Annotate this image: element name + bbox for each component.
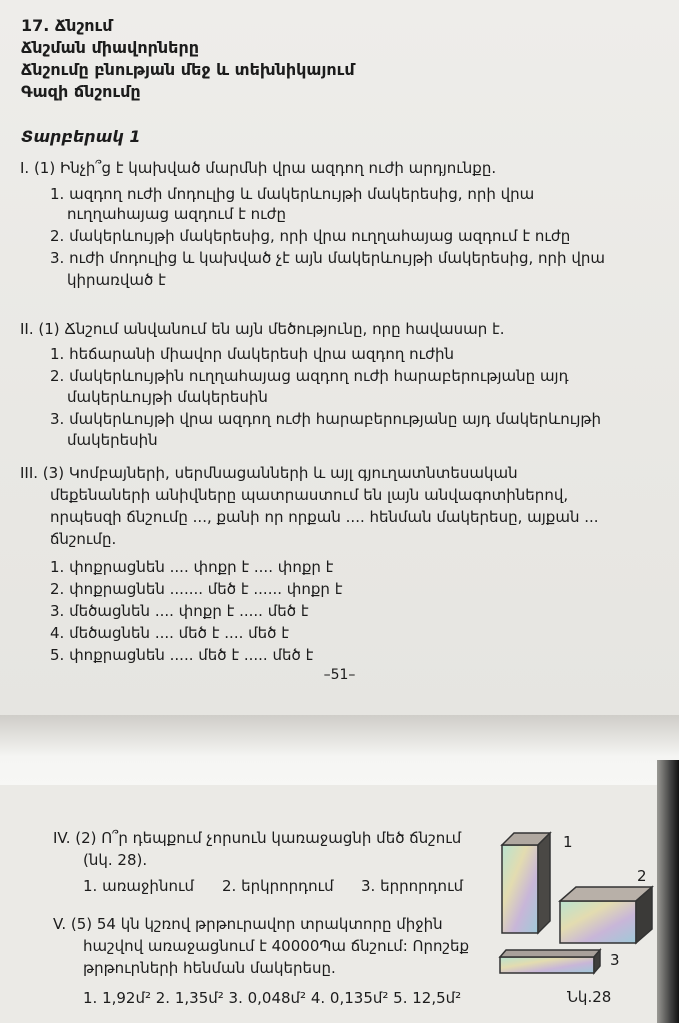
figure-caption: Նկ.28 [567, 988, 612, 1006]
answer-option: 1. առաջինում [83, 877, 194, 895]
block-3 [500, 950, 600, 973]
figure-28 [490, 815, 665, 1005]
question-stem: I. (1) Ինչի՞ց է կախված մարմնի վրա ազդող ուժի արդյունքը. [20, 159, 497, 177]
answer-option: 1. ազդող ուժի մոդուլից և մակերևույթի մակերեսից, որի վրա [50, 185, 535, 203]
answer-option: 3. երրորդում [361, 877, 464, 895]
question-stem: II. (1) Ճնշում անվանում են այն մեծությունը, որը հավասար է. [20, 320, 505, 338]
question-stem: V. (5) 54 կն կշռով թրթուրավոր տրակտորը միջին [53, 915, 443, 933]
block-1 [502, 833, 550, 933]
question-stem-cont: մեքենաների անիվները պատրաստում են լայն անվագոտիներով, [50, 486, 569, 504]
question-stem-cont: հաշվով առաջացնում է 40000Պա ճնշում: Որոշեք [83, 937, 470, 955]
figure-label-1: 1 [563, 833, 573, 851]
figure-label-3: 3 [610, 951, 620, 969]
answer-option: 3. ուժի մոդուլից և կախված չէ այն մակերևույթի մակերեսից, որի վրա [50, 249, 605, 267]
variant-title: Տարբերակ 1 [21, 127, 141, 146]
book-binding-edge [657, 760, 679, 1023]
question-stem-cont: (նկ. 28). [83, 851, 148, 869]
question-stem: IV. (2) Ո՞ր դեպքում չորսուն կառաջացնի մեծ ճնշում [53, 829, 462, 847]
answer-option: 4. մեծացնեն .... մեծ է .... մեծ է [50, 624, 289, 642]
question-stem: III. (3) Կոմբայների, սերմնացանների և այլ գյուղատնտեսական [20, 464, 518, 482]
block-2 [560, 887, 652, 943]
question-stem-cont: թրթուրների հենման մակերեսը. [83, 959, 336, 977]
answer-option: 1. հեճարանի միավոր մակերեսի վրա ազդող ուժին [50, 345, 455, 363]
answer-option-cont: կիրառված է [67, 271, 166, 289]
page-52 [0, 785, 679, 1023]
answer-option-cont: ուղղահայաց ազդում է ուժը [67, 205, 287, 223]
question-stem-cont: որպեսզի ճնշումը ..., քանի որ որքան .... հենման մակերեսը, այքան ... [50, 508, 599, 526]
section-title: 17. Ճնշում [21, 16, 113, 35]
answer-option: 2. երկրորդում [222, 877, 334, 895]
question-stem-cont: ճնշումը. [50, 530, 117, 548]
answer-option: 3. մակերևույթի վրա ազդող ուժի հարաբերությանը այդ մակերևույթի [50, 410, 601, 428]
answer-option: 5. փոքրացնեն ..... մեծ է ..... մեծ է [50, 646, 314, 664]
page-gap [0, 715, 679, 785]
section-subtitle-units: Ճնշման միավորները [21, 38, 199, 57]
answer-options: 1. 1,92մ² 2. 1,35մ² 3. 0,048մ² 4. 0,135մ² 5. 12,5մ² [83, 989, 462, 1007]
answer-option: 2. մակերևույթի մակերեսից, որի վրա ուղղահայաց ազդում է ուժը [50, 227, 571, 245]
answer-option: 1. փոքրացնեն .... փոքր է .... փոքր է [50, 558, 334, 576]
answer-option-cont: մակերևույթի մակերեսին [67, 388, 268, 406]
figure-label-2: 2 [637, 867, 647, 885]
section-subtitle-nature: Ճնշումը բնության մեջ և տեխնիկայում [21, 60, 355, 79]
section-subtitle-gas: Գազի ճնշումը [21, 82, 141, 101]
answer-option: 3. մեծացնեն .... փոքր է ..... մեծ է [50, 602, 309, 620]
page-number: –51– [323, 667, 356, 683]
answer-option: 2. փոքրացնեն ....... մեծ է ...... փոքր է [50, 580, 343, 598]
answer-option-cont: մակերեսին [67, 431, 158, 449]
answer-option: 2. մակերևույթին ուղղահայաց ազդող ուժի հարաբերությանը այդ [50, 367, 569, 385]
